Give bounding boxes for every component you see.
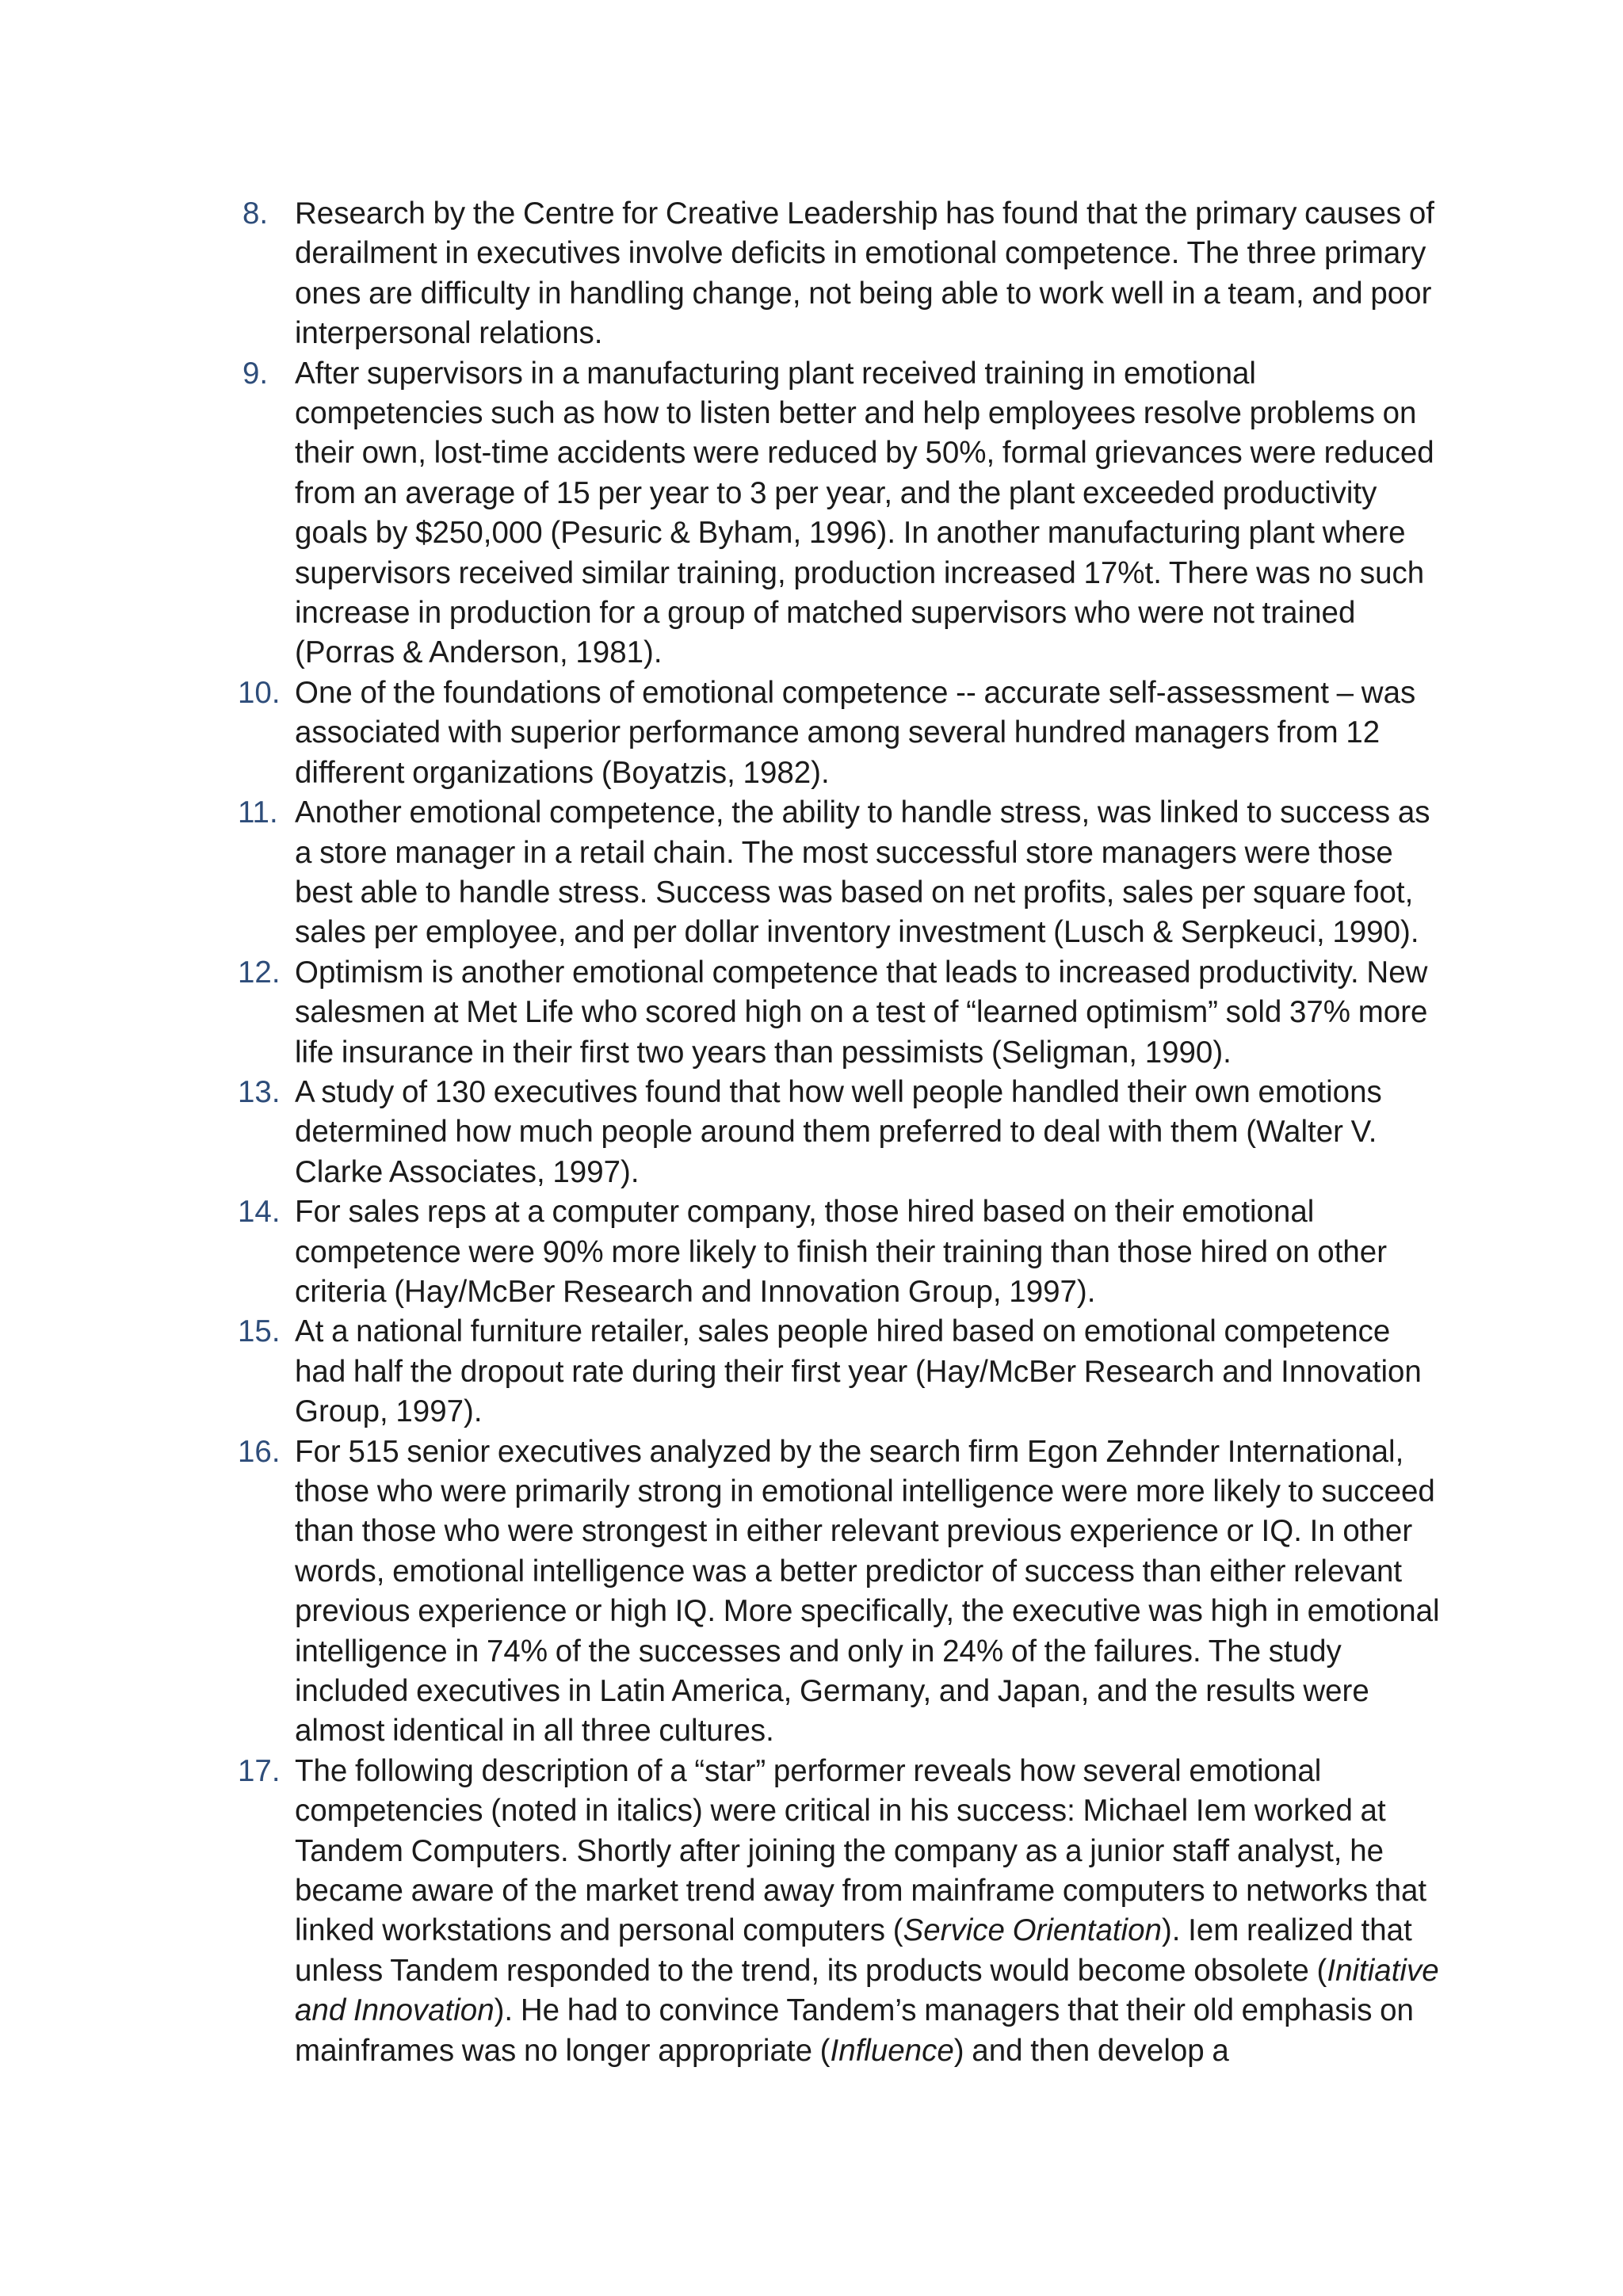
- list-item: [238, 1432, 1442, 1752]
- list-item-number: 10.: [238, 675, 281, 710]
- list-item-number: 17.: [238, 1753, 281, 1788]
- italic-competency: Influence: [830, 2033, 954, 2068]
- list-item-text: For 515 senior executives analyzed by the search firm Egon Zehnder International, those who were primarily strong in emotional intelligence were more likely to succeed than those who were strongest in either relevant previous experience or IQ. In other words, emotional intelligence was a better predictor of success than either relevant previous experience or high IQ. More specifically, the executive was high in emotional intelligence in 74% of the successes and only in 24% of the failures. The study included executives in Latin America, Germany, and Japan, and the results were almost identical in all three cultures.: [295, 1434, 1440, 1749]
- list-item: [238, 793, 1442, 953]
- list-item-number: 15.: [238, 1314, 281, 1349]
- list-item-text: At a national furniture retailer, sales people hired based on emotional competence had half the dropout rate during their first year (Hay/McBer Research and Innovation Group, 1997).: [295, 1314, 1422, 1429]
- list-item-text: Optimism is another emotional competence that leads to increased productivity. New salesmen at Met Life who scored high on a test of “learned optimism” sold 37% more life insurance in their first two years than pessimists (Seligman, 1990).: [295, 955, 1428, 1070]
- list-item-number: 12.: [238, 955, 281, 990]
- numbered-list: [238, 194, 1442, 2071]
- list-item-text: Research by the Centre for Creative Leadership has found that the primary causes of derailment in executives involve deficits in emotional competence. The three primary ones are difficulty in handling change, not being able to work well in a team, and poor interpersonal relations.: [295, 196, 1434, 351]
- list-item-number: 13.: [238, 1074, 281, 1109]
- list-item-number: 8.: [242, 196, 269, 231]
- text-segment: ) and then develop a: [953, 2033, 1229, 2068]
- list-item-text: After supervisors in a manufacturing plant received training in emotional competencies such as how to listen better and help employees resolve problems on their own, lost-time accidents were reduced by 50%, formal grievances were reduced from an average of 15 per year to 3 per year, and the plant exceeded productivity goals by $250,000 (Pesuric & Byham, 1996). In another manufacturing plant where supervisors received similar training, production increased 17%t. There was no such increase in production for a group of matched supervisors who were not trained (Porras & Anderson, 1981).: [295, 356, 1434, 670]
- list-item: [238, 673, 1442, 793]
- list-item: [238, 1192, 1442, 1312]
- italic-competency: Service Orientation: [903, 1913, 1162, 1948]
- list-item-number: 11.: [238, 795, 278, 830]
- text-segment: ). He had to convince Tandem’s managers that their old emphasis on mainframes was no longer appropriate (: [295, 1993, 1414, 2068]
- text-segment: The following description of a “star” performer reveals how several emotional competencies (noted in italics) were critical in his success: Michael Iem worked at Tandem Computers. Shortly after joining the company as a junior staff analyst, he became aware of the market trend away from mainframe computers to networks that linked workstations and personal computers (: [295, 1753, 1427, 1948]
- text-segment: ). Iem realized that unless Tandem responded to the trend, its products would become obsolete (: [295, 1913, 1412, 1988]
- list-item-number: 16.: [238, 1434, 281, 1469]
- list-item: [238, 1312, 1442, 1432]
- list-item: [238, 1073, 1442, 1192]
- list-item: [238, 1752, 1442, 2071]
- list-item-text: [295, 1752, 1442, 2071]
- list-item: [238, 953, 1442, 1073]
- list-item-number: 9.: [242, 356, 269, 391]
- list-item-number: 14.: [238, 1195, 281, 1230]
- list-item-text: For sales reps at a computer company, those hired based on their emotional competence were 90% more likely to finish their training than those hired on other criteria (Hay/McBer Research and Innovation Group, 1997).: [295, 1195, 1388, 1309]
- list-item: [238, 194, 1442, 354]
- list-item: [238, 354, 1442, 673]
- list-item-text: One of the foundations of emotional competence -- accurate self-assessment – was associated with superior performance among several hundred managers from 12 different organizations (Boyatzis, 1982).: [295, 675, 1416, 790]
- list-item-text: A study of 130 executives found that how well people handled their own emotions determined how much people around them preferred to deal with them (Walter V. Clarke Associates, 1997).: [295, 1074, 1382, 1189]
- italic-competency: Initiative and Innovation: [295, 1953, 1439, 2028]
- list-item-text: Another emotional competence, the ability to handle stress, was linked to success as a store manager in a retail chain. The most successful store managers were those best able to handle stress. Success was based on net profits, sales per square foot, sales per employee, and per dollar inventory investment (Lusch & Serpkeuci, 1990).: [295, 795, 1430, 950]
